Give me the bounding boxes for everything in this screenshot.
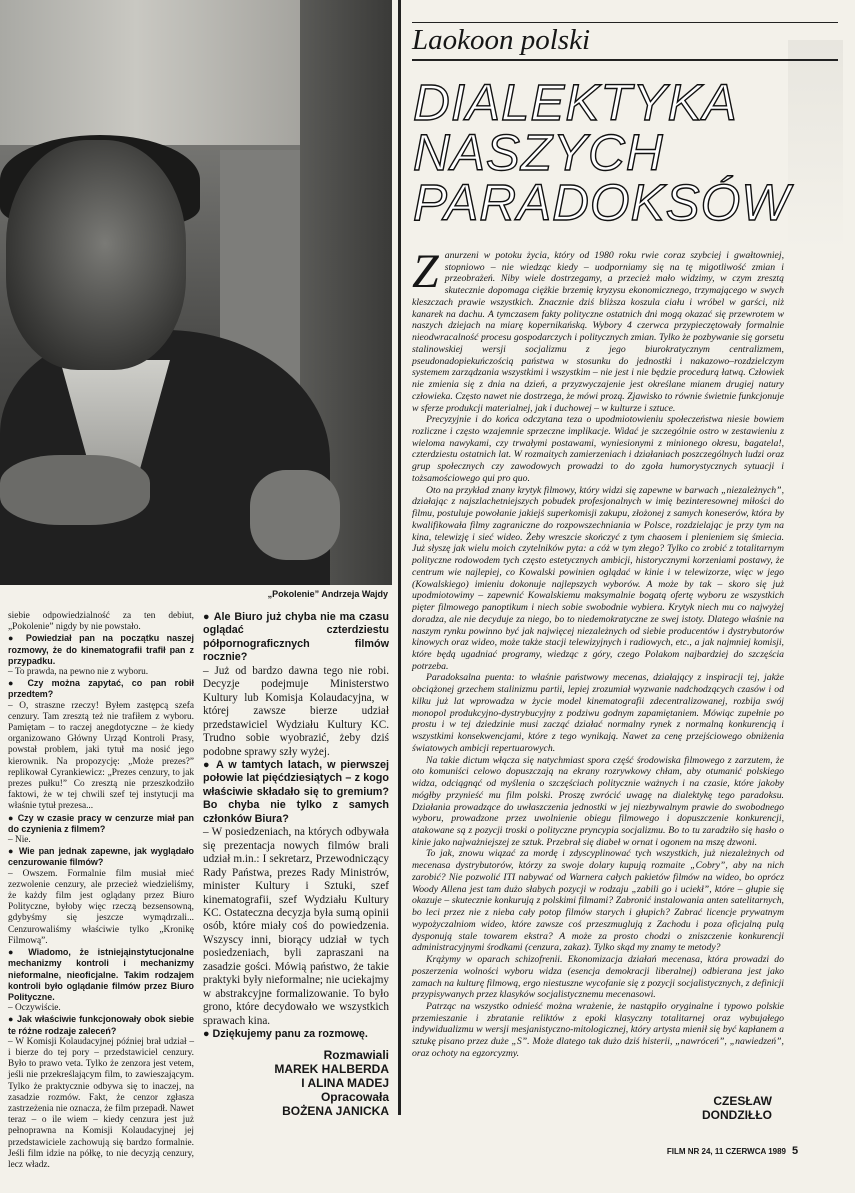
interview-question: ● A w tamtych latach, w pierwszej połowie lat pięćdziesiątych – z kogo właściwie składało się to gremium? Bo chyba nie tylko z samych członków Biura? <box>203 758 389 825</box>
interview-question: ● Powiedział pan na początku naszej rozmowy, że do kinematografii trafił pan z przypadku. <box>8 633 194 666</box>
article-paragraph: Na takie dictum włącza się natychmiast spora część środowiska filmowego z zarzutem, że oto komuniści celowo dopuszczają na ekrany rozrywkowy chłam, aby otumanić polskiego widza, odciągnąć od myślenia o szczęściach politycznie ważnych i na czasie, które jakoby mógłby przynieść mu film polski. Proszę zwrócić uwagę na dialektykę tego paradoksu. Działania prowadzące do uwłaszczenia jednostki w jej niezbywalnym prawie do swobodnego wyboru, prowadzone przez uwolnienie obiegu filmowego i dopuszczenie konkurencji, atakowane są z pozycji troski o polityczne pryncypia socjalizmu. Bo to tu zaradziło się hasło o kinie jako najważniejszej ze sztuk. Przebrał się diabeł w ornat i ogonem na mszę dzwoni. <box>412 754 784 848</box>
interview-column-left <box>8 611 194 1171</box>
interview-credits <box>203 1048 389 1118</box>
credit-line: BOŻENA JANICKA <box>282 1103 389 1118</box>
author-byline <box>660 1094 772 1122</box>
interview-answer: – W Komisji Kolaudacyjnej później brał udział – i bierze do tej pory – przedstawiciel cenzury. Było to prawo veta. Tylko że zenzora jest vetem, jeśli nie przekreślającym film, to zawieszającym. Tylko że praktycznie odbywa się to inaczej, na zasadzie rozmów. Fakt, że cenzor zgłasza zastrzeżenia nie oznacza, że film przepadł. Nawet teraz – o ile wiem – kiedy cenzura jest już pełnoprawna na Komisji Kolaudacyjnej jej przedstawiciele zachowują się bardzo formalnie. Jeśli film idzie na półkę, to nie decyzją cenzury, lecz władz. <box>8 1036 194 1170</box>
title-line: DIALEKTYKA <box>413 74 738 131</box>
interview-column-right <box>203 611 389 1118</box>
interview-answer: – W posiedzeniach, na których odbywała się prezentacja nowych filmów brali udział m.in.: I sekretarz, Przewodniczący Rady Państwa, prezes Rady Ministrów, minister Kultury i Sztuki, szef kinematografii, szef Wydziału Kultury KC. Ostateczna decyzja była sumą opinii osób, które miały coś do powiedzenia. Wszyscy inni, biorący udział w tych posiedzeniach, byli zapraszani na zasadzie gości. Mówią państwo, że takie praktyki były nieformalne; nie uciekajmy w abstrakcyjne formalizowanie. To było grono, które decydowało we wszystkich sprawach kina. <box>203 826 389 1027</box>
article-paragraph: Zanurzeni w potoku życia, który od 1980 roku rwie coraz szybciej i gwałtowniej, stopniowo – nie wiedząc kiedy – uodporniamy się na tę migotliwość zmian i przeobrażeń. Niby wiele dostrzegamy, a przecież mało widzimy, w czym zresztą skutecznie dopomaga ciężkie brzemię kryzysu ekonomicznego, trzymającego w swych kleszczach prawie wszystkich. Znacznie dziś bliższa koszula ciału i wróbel w garści, niż kanarek na dachu. A tymczasem fakty polityczne ostatnich dni mogą okazać się przewrotem w naszych dziejach na miarę kopernikańską. Wybory 4 czerwca przypieczętowały formalnie nieodwracalność procesu gospodarczych i politycznych zmian. Tylko że pozbywanie się gorsetu stalinowskiej wersji socjalizmu z jego biurokratycznym centralizmem, pseudonadopiekuńczością państwa w stosunku do jednostki i nakazowo–rozdzielczym systemem zarządzania wszystkimi i wszystkim – nie jest i nie będzie procedurą łatwą. Człowiek nie zmienia się z dnia na dzień, a przyzwyczajenie jest określane mianem drugiej natury człowieka. Często nawet nie dostrzega, że mówi prozą. Zjawisko to równie świetnie funkcjonuje w sferze produkcji materialnej, jak i duchowej – w kulturze i sztuce. <box>412 245 784 414</box>
article-paragraph: Krążymy w oparach schizofrenii. Ekonomizacja działań mecenasa, która prowadzi do poszerzenia wolności wyboru widza (esencja demokracji liberalnej) odbierana jest jako zamach na kulturę filmową, ergo niestuszne wycofanie się z pozycji socjalistycznych, z definicji przypisywanych przez klasyków socjalistycznemu mecenasowi. <box>412 954 784 1001</box>
interview-question: ● Jak właściwie funkcjonowały obok siebie te różne rodzaje zaleceń? <box>8 1014 194 1036</box>
interview-answer: – To prawda, na pewno nie z wyboru. <box>8 667 149 678</box>
interview-answer: – Owszem. Formalnie film musiał mieć zezwolenie cenzury, ale przecież wiedzieliśmy, że każdy film jest oglądany przez Biuro Polityczne, byłoby więc rzeczą bezsensowną, gdybyśmy się jeszcze wymądrzali... Cenzurowaliśmy właściwie tylko „Kronikę Filmową”. <box>8 868 194 946</box>
author-last-name: DONDZIŁŁO <box>702 1108 772 1122</box>
issue-footer: FILM NR 24, 11 CZERWCA 1989 <box>666 1147 786 1156</box>
article-body <box>412 245 784 1060</box>
interview-question: ● Czy można zapytać, co pan robił przedtem? <box>8 678 194 700</box>
interview-answer: – O, straszne rzeczy! Byłem zastępcą szefa cenzury. Tam zresztą też nie trafiłem z wyboru. Pamiętam – to raczej anegdotyczne – że kiedy organizowano Główny Urząd Kontroli Prasy, powstał problem, jaki tytuł ma nosić jego kierownik. Na propozycję: „Może prezes?” replikował Cyrankiewicz: „Prezes cenzury, to jak prezes pułku!” Co zresztą nie przeszkodziło faktowi, że w tej chwili szef tej instytucji ma właśnie tytuł prezesa... <box>8 700 194 812</box>
photo-caption: „Pokolenie” Andrzeja Wajdy <box>267 589 388 599</box>
title-line: NASZYCH <box>413 124 664 181</box>
interview-answer: siebie odpowiedzialność za ten debiut, „Pokolenie” nigdy by nie powstało. <box>8 611 194 633</box>
interview-answer: – Oczywiście. <box>8 1003 61 1014</box>
interview-question: ● Wiadomo, że istniejąinstytucjonalne mechanizmy kontroli i mechanizmy nieformalne, nieoficjalne. Takim rodzajem kontroli było oglądanie filmów przez Biuro Polityczne. <box>8 947 194 1002</box>
article-paragraph: Oto na przykład znany krytyk filmowy, który widzi się zapewne w barwach „niezależnych”, działając z najszlachetniejszych pobudek profesjonalnych w imię bezinteresownej miłości do filmu, postuluje powołanie jakiejś superkomisji zakupu, złożonej z samych koneserów, która by kwalifikowała filmy zagraniczne do rozpowszechniania w Polsce, rozdzielając je przy tym na kina, telewizję i sieć wideo. Żeby wreszcie skończyć z tym chaosem i plenieniem się śmiecia. Już słyszę jak wielu moich czytelników pyta: a cóż w tym złego? Tylko co zrobić z totalitarnym polityczne rodowodem tych często estetycznych ambicji, historycznymi korzeniami postawy, że centrum wie najlepiej, co Kowalski powinien oglądać w kinie i w telewizorze, więc w jego (Kowalskiego) imieniu dokonuje najlepszych wyborów. A może by tak – skoro się już upodmiotowimy – zapewnić Kowalskiemu maksymalnie bogatą ofertę wyboru ze wszystkich pięter filmowego panoptikum i niech sobie swobodnie wybiera. Krytyk niech mu co najwyżej doradza, ale nie decyduje za niego, bo to niedemokratyczne ze swej istoty. Dlatego właśnie na naszym rynku powinno być jak najwięcej niezależnych od siebie producentów i dystrybutorów kinowych oraz wideo, może także stacji telewizyjnych i radiowych, etc., a jak najmniej komisji, które będą ugadniać programy, wiedząc z góry, czego Polakom najbardziej do szczęścia potrzeba. <box>412 484 784 672</box>
credit-line: MAREK HALBERDA <box>274 1061 389 1076</box>
article-paragraph: Patrząc na wszystko odnieść można wrażenie, że nastąpiło oryginalne i typowo polskie przemieszanie i zbratanie reliktów z epoki klasyczny totalitarnej oraz wybujałego indywidualizmu w wersji mesjanistyczno-mitologicznej, który artysta mienił się być kapłanem a sztukę pisano przez duże „S”. Może dlatego tak dużo dziś histerii, „nawróceń”, „nawiedzeń”, oraz ochoty na egzorcyzmy. <box>412 1001 784 1059</box>
credit-line: Opracowała <box>320 1089 389 1104</box>
interview-question: ● Dziękujemy panu za rozmowę. <box>203 1028 368 1041</box>
interview-question: ● Czy w czasie pracy w cenzurze miał pan do czynienia z filmem? <box>8 812 194 834</box>
page-number: 5 <box>792 1145 799 1157</box>
article-paragraph: Precyzyjnie i do końca odczytana teza o upodmiotowieniu społeczeństwa niesie bowiem rozliczne i często wzajemnie sprzeczne implikacje. Widać je szczególnie ostro w zestawieniu z wieloma nawykami, czy trwałymi postawami, wyniesionymi z minionego okresu, bagatela!, czterdziestu ostatnich lat. W rozmaitych zamierzeniach i działaniach poszczególnych ludzi oraz grup społecznych czy zawodowych prowadzi to do zgoła humorystycznych sytuacji i tożsamościowego qui pro quo. <box>412 414 784 484</box>
section-kicker: Laokoon polski <box>412 22 838 61</box>
credit-line: Rozmawiali <box>323 1047 389 1062</box>
interview-question: ● Ale Biuro już chyba nie ma czasu oglądać czterdziestu półpornograficznych filmów rocznie? <box>203 611 389 664</box>
article-title <box>413 74 833 231</box>
author-first-name: CZESŁAW <box>713 1094 772 1108</box>
column-rule <box>398 0 401 1115</box>
title-line: PARADOKSÓW <box>413 174 791 231</box>
interview-answer: – Już od bardzo dawna tego nie robi. Decyzje podejmuje Ministerstwo Kultury lub Komisja Kolaudacyjna, w której zawsze bierze udział przedstawiciel Wydziału Kultury KC. Trudno sobie wyobrazić, żeby dziś podobne sprawy szły wyżej. <box>203 664 389 758</box>
credit-line: I ALINA MADEJ <box>301 1075 389 1090</box>
article-paragraph: Paradoksalna puenta: to właśnie państwowy mecenas, działający z inspiracji tej, jakże obciążonej grzechem stalinizmu partii, lepiej zrozumiał wyzwanie nadchodzących czasów i od kilku już lat wprowadza w życie model kinematografii zdecentralizowanej, rozbija swój monopol produkcyjno-dystrybucyjny z podziwu godnym zapamiętaniem. Mówiąc zupełnie po prostu i w tej dziedzinie musi zacząć działać normalny rynek z normalną konkurencją i wszystkimi konsekwencjami, które z tego wynikają. Nawet za cenę przejściowego obniżenia światowych ambicji repertuarowych. <box>412 672 784 754</box>
interview-answer: – Nie. <box>8 835 31 846</box>
interview-question: ● Wie pan jednak zapewne, jak wyglądało cenzurowanie filmów? <box>8 846 194 868</box>
drop-cap: Z <box>412 245 439 298</box>
article-paragraph: To jak, znowu wiązać za mordę i zdyscyplinować tych wszystkich, już niezależnych od mecenasa dystrybutorów, którzy za swoje dolary kupują rozmaite „Cobry”, aby na nich zarobić? Nie pozwolić ITI nabywać od Warnera całych pakietów filmów na wideo, bo oprócz Woody Allena jest tam dużo słabych pozycji w rodzaju „zabili go i uciekł”, które – głupie się okazuje – skutecznie konkurują z polskimi filmami? Zabronić instalowania anten satelitarnych, bo leci przez nie z nieba cały potop filmów starych i głupich? Zabrać licencje prywatnym wypożyczalniom wideo, które zawsze coś przeszmuglują z Zachodu i poza oficjalną pulą dysponują stale towarem ekstra? A może za prosto chodzi o zniszczenie konkurencji administracyjnymi środkami (cenzura, zakaz). Tylko skąd my znamy te metody? <box>412 848 784 954</box>
film-still-photo <box>0 0 392 585</box>
